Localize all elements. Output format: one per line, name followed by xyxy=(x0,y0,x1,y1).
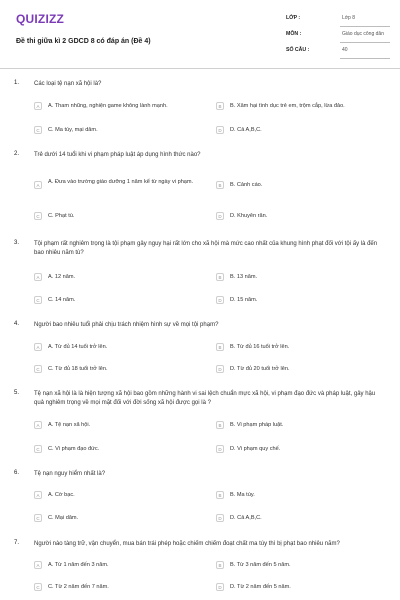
option-letter-box: C xyxy=(34,514,42,522)
question-text: Các loại tệ nạn xã hội là? xyxy=(34,81,102,87)
question-number: 3. xyxy=(14,240,20,246)
question-number: 4. xyxy=(14,321,20,327)
option-text: C. 14 năm. xyxy=(48,297,76,303)
option-text: B. Ma túy. xyxy=(230,492,255,498)
option-text: D. Cả A,B,C. xyxy=(230,515,262,521)
option-text: C. Vi phạm đạo đức. xyxy=(48,446,100,452)
option-letter-box: A xyxy=(34,343,42,351)
option-letter-box: C xyxy=(34,212,42,220)
option-text: B. Vi phạm pháp luật. xyxy=(230,422,284,428)
option-text: B. Từ đủ 16 tuổi trở lên. xyxy=(230,344,290,350)
meta-row-subject xyxy=(286,30,390,43)
option-text: A. Tệ nạn xã hội. xyxy=(48,422,91,428)
option-letter-box: C xyxy=(34,365,42,373)
question-number: 5. xyxy=(14,390,20,396)
option-text: B. Cảnh cáo. xyxy=(230,182,263,188)
option-text: B. 13 năm. xyxy=(230,274,258,280)
option-letter-box: D xyxy=(216,212,224,220)
option-text: C. Từ đủ 18 tuổi trở lên. xyxy=(48,366,108,372)
option-text: C. Mại dâm. xyxy=(48,515,79,521)
option-letter-box: A xyxy=(34,491,42,499)
header-divider xyxy=(0,68,400,69)
option-letter-box: B xyxy=(216,102,224,110)
option-text: D. Vi phạm quy chế. xyxy=(230,446,281,452)
option-letter-box: B xyxy=(216,421,224,429)
meta-underline xyxy=(340,58,390,59)
option-text: D. Từ đủ 20 tuổi trở lên. xyxy=(230,366,290,372)
option-letter-box: B xyxy=(216,561,224,569)
option-letter-box: A xyxy=(34,421,42,429)
meta-row-count xyxy=(286,46,390,59)
option-letter-box: B xyxy=(216,181,224,189)
question-number: 6. xyxy=(14,470,20,476)
option-text: D. Từ 2 năm đến 5 năm. xyxy=(230,584,291,590)
option-letter-box: D xyxy=(216,514,224,522)
question-number: 7. xyxy=(14,540,20,546)
question-text: Người bao nhiêu tuổi phải chịu trách nhiệm hình sự về mọi tội phạm? xyxy=(34,322,219,328)
option-text: D. 15 năm. xyxy=(230,297,258,303)
meta-underline xyxy=(340,42,390,43)
option-text: B. Từ 3 năm đến 5 năm. xyxy=(230,562,291,568)
meta-info xyxy=(286,14,390,62)
option-text: D. Cả A,B,C. xyxy=(230,127,262,133)
option-letter-box: D xyxy=(216,583,224,591)
question-text: Tệ nạn xã hội là là hiện tượng xã hội bao gồm những hành vi sai lệch chuẩn mực xã hội, vi phạm đạo đức và pháp luật, gây hậu quả nghiêm trọng về mọi mặt đối với đời sống xã hội được gọi là ? xyxy=(34,391,376,406)
question-text: Trẻ dưới 14 tuổi khi vi phạm pháp luật áp dụng hình thức nào? xyxy=(34,152,201,158)
page-title: Đề thi giữa kì 2 GDCD 8 có đáp án (Đề 4) xyxy=(16,38,151,45)
option-letter-box: A xyxy=(34,102,42,110)
option-text: C. Phạt tù. xyxy=(48,213,75,219)
meta-row-class xyxy=(286,14,390,27)
quizizz-logo: QUIZIZZ xyxy=(16,12,65,26)
meta-underline xyxy=(340,26,390,27)
option-letter-box: B xyxy=(216,273,224,281)
option-letter-box: A xyxy=(34,181,42,189)
option-text: C. Ma túy, mại dâm. xyxy=(48,127,98,133)
question-number: 1. xyxy=(14,80,20,86)
option-text: A. Tham nhũng, nghiện game không lành mạnh. xyxy=(48,103,168,109)
option-letter-box: B xyxy=(216,343,224,351)
question-text: Tệ nạn nguy hiểm nhất là? xyxy=(34,471,106,477)
meta-label: SỐ CÂU : xyxy=(286,47,310,53)
option-letter-box: C xyxy=(34,296,42,304)
question-number: 2. xyxy=(14,151,20,157)
option-letter-box: A xyxy=(34,561,42,569)
question-text: Người nào tàng trữ, vận chuyển, mua bán trái phép hoặc chiếm chiếm đoạt chất ma túy thì bị phạt bao nhiêu năm? xyxy=(34,541,340,547)
option-letter-box: C xyxy=(34,583,42,591)
option-letter-box: C xyxy=(34,445,42,453)
option-text: A. 12 năm. xyxy=(48,274,76,280)
meta-value: 40 xyxy=(342,47,348,53)
meta-value: Giáo dục công dân xyxy=(342,31,384,37)
option-text: A. Cờ bạc. xyxy=(48,492,75,498)
option-letter-box: D xyxy=(216,126,224,134)
option-text: A. Đưa vào trường giáo dưỡng 1 năm kể từ ngày vi phạm. xyxy=(48,179,194,185)
worksheet-header xyxy=(14,10,386,60)
option-text: B. Xâm hại tình dục trẻ em, trộm cắp, lừa đảo. xyxy=(230,103,345,109)
meta-label: LỚP : xyxy=(286,15,301,21)
option-text: D. Khuyên răn. xyxy=(230,213,268,219)
option-letter-box: C xyxy=(34,126,42,134)
option-letter-box: D xyxy=(216,365,224,373)
option-letter-box: A xyxy=(34,273,42,281)
question-text: Tội phạm rất nghiêm trọng là tội phạm gây nguy hại rất lớn cho xã hội mà mức cao nhất của khung hình phạt đối với tội ấy là đến bao nhiêu năm tù? xyxy=(34,241,378,256)
option-letter-box: D xyxy=(216,296,224,304)
meta-value: Lớp 8 xyxy=(342,15,356,21)
meta-label: MÔN : xyxy=(286,31,302,37)
option-text: C. Từ 2 năm đến 7 năm. xyxy=(48,584,109,590)
option-text: A. Từ 1 năm đến 3 năm. xyxy=(48,562,109,568)
option-text: A. Từ đủ 14 tuổi trở lên. xyxy=(48,344,108,350)
option-letter-box: B xyxy=(216,491,224,499)
option-letter-box: D xyxy=(216,445,224,453)
